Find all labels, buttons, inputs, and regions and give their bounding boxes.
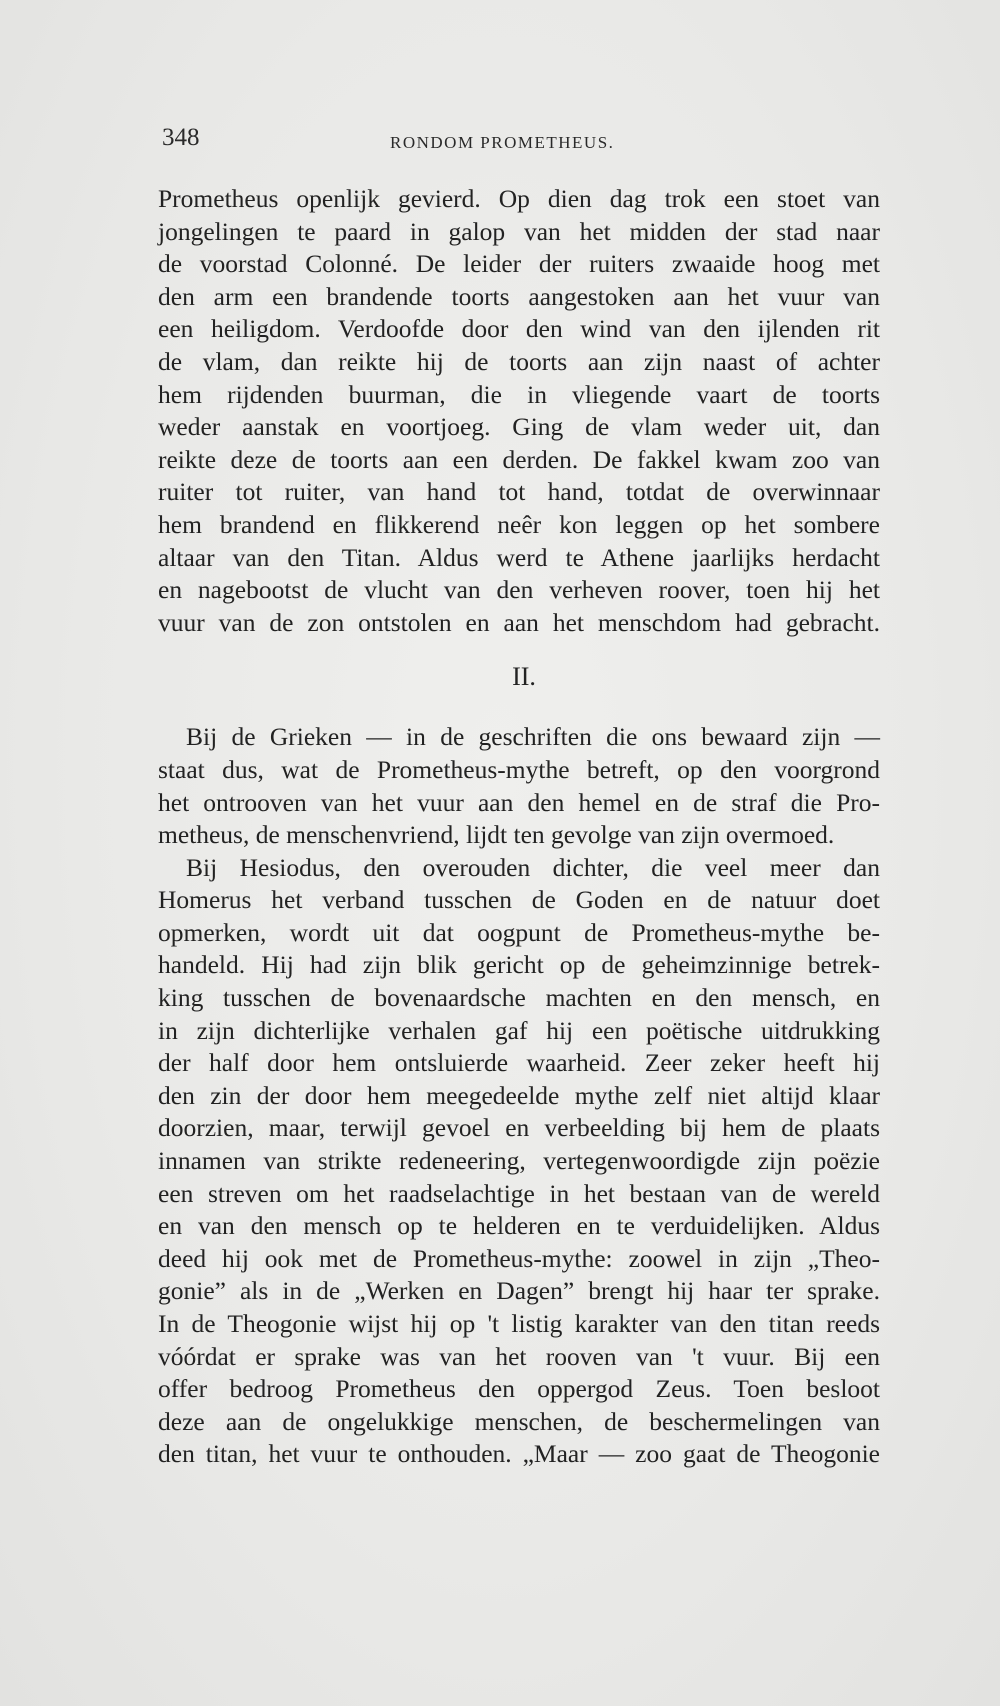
text-line: Prometheus openlijk gevierd. Op dien dag trok een stoet van xyxy=(158,184,880,213)
text-line: gonie” als in de „Werken en Dagen” brengt hij haar ter sprake. xyxy=(158,1276,880,1306)
text-line: Bij Hesiodus, den overouden dichter, die veel meer dan xyxy=(186,852,880,882)
text-line: de vlam, dan reikte hij de toorts aan zijn naast of achter xyxy=(158,346,880,376)
text-line: in zijn dichterlijke verhalen gaf hij een poëtische uitdrukking xyxy=(158,1015,880,1045)
text-line: Homerus het verband tusschen de Goden en de natuur doet xyxy=(158,885,880,915)
section-heading: II. xyxy=(512,662,536,692)
paragraph-2 xyxy=(158,721,880,851)
paragraph-3 xyxy=(158,852,880,1471)
text-line: deed hij ook met de Prometheus-mythe: zoowel in zijn „Theo- xyxy=(158,1243,880,1273)
text-line: vóórdat er sprake was van het rooven van 't vuur. Bij een xyxy=(158,1341,880,1371)
text-line: In de Theogonie wijst hij op 't listig karakter van den titan reeds xyxy=(158,1309,880,1338)
text-line: king tusschen de bovenaardsche machten en den mensch, en xyxy=(158,983,880,1013)
text-line: metheus, de menschenvriend, lijdt ten gevolge van zijn overmoed. xyxy=(158,820,835,850)
page-number: 348 xyxy=(162,124,200,151)
text-line: hem rijdenden buurman, die in vliegende vaart de toorts xyxy=(158,379,880,409)
text-line: opmerken, wordt uit dat oogpunt de Prometheus-mythe be- xyxy=(158,917,880,947)
text-line: den titan, het vuur te onthouden. „Maar — zoo gaat de Theogonie xyxy=(158,1439,880,1469)
text-line: doorzien, maar, terwijl gevoel en verbeelding bij hem de plaats xyxy=(158,1113,880,1143)
text-line: en nagebootst de vlucht van den verheven roover, toen hij het xyxy=(158,575,880,605)
text-line: innamen van strikte redeneering, vertegenwoordigde zijn poëzie xyxy=(158,1146,880,1176)
text-line: een streven om het raadselachtige in het bestaan van de wereld xyxy=(158,1178,880,1208)
text-line: jongelingen te paard in galop van het midden der stad naar xyxy=(158,216,880,246)
text-line: weder aanstak en voortjoeg. Ging de vlam weder uit, dan xyxy=(158,412,880,442)
text-line: Bij de Grieken — in de geschriften die ons bewaard zijn — xyxy=(186,722,880,752)
text-line: het ontrooven van het vuur aan den hemel en de straf die Pro- xyxy=(158,787,880,817)
text-line: offer bedroog Prometheus den oppergod Zeus. Toen besloot xyxy=(158,1374,880,1404)
page-header xyxy=(162,118,862,158)
text-line: der half door hem ontsluierde waarheid. Zeer zeker heeft hij xyxy=(158,1048,880,1078)
text-line: reikte deze de toorts aan een derden. De fakkel kwam zoo van xyxy=(158,444,880,474)
paragraph-1 xyxy=(158,183,880,639)
text-line: altaar van den Titan. Aldus werd te Athene jaarlijks herdacht xyxy=(158,542,880,572)
running-head: RONDOM PROMETHEUS. xyxy=(390,133,615,152)
text-line: de voorstad Colonné. De leider der ruiters zwaaide hoog met xyxy=(158,249,880,279)
text-line: handeld. Hij had zijn blik gericht op de geheimzinnige betrek- xyxy=(158,950,880,980)
text-line: staat dus, wat de Prometheus-mythe betreft, op den voorgrond xyxy=(158,754,880,784)
text-line: deze aan de ongelukkige menschen, de beschermelingen van xyxy=(158,1406,880,1436)
text-line: hem brandend en flikkerend neêr kon leggen op het sombere xyxy=(158,509,880,539)
body-text xyxy=(158,183,880,1471)
text-line: en van den mensch op te helderen en te verduidelijken. Aldus xyxy=(158,1211,880,1241)
text-line: vuur van de zon ontstolen en aan het menschdom had gebracht. xyxy=(158,607,880,637)
text-line: den zin der door hem meegedeelde mythe zelf niet altijd klaar xyxy=(158,1080,880,1110)
text-line: den arm een brandende toorts aangestoken aan het vuur van xyxy=(158,281,880,311)
text-line: een heiligdom. Verdoofde door den wind van den ijlenden rit xyxy=(158,314,880,344)
text-line: ruiter tot ruiter, van hand tot hand, totdat de overwinnaar xyxy=(158,477,880,507)
